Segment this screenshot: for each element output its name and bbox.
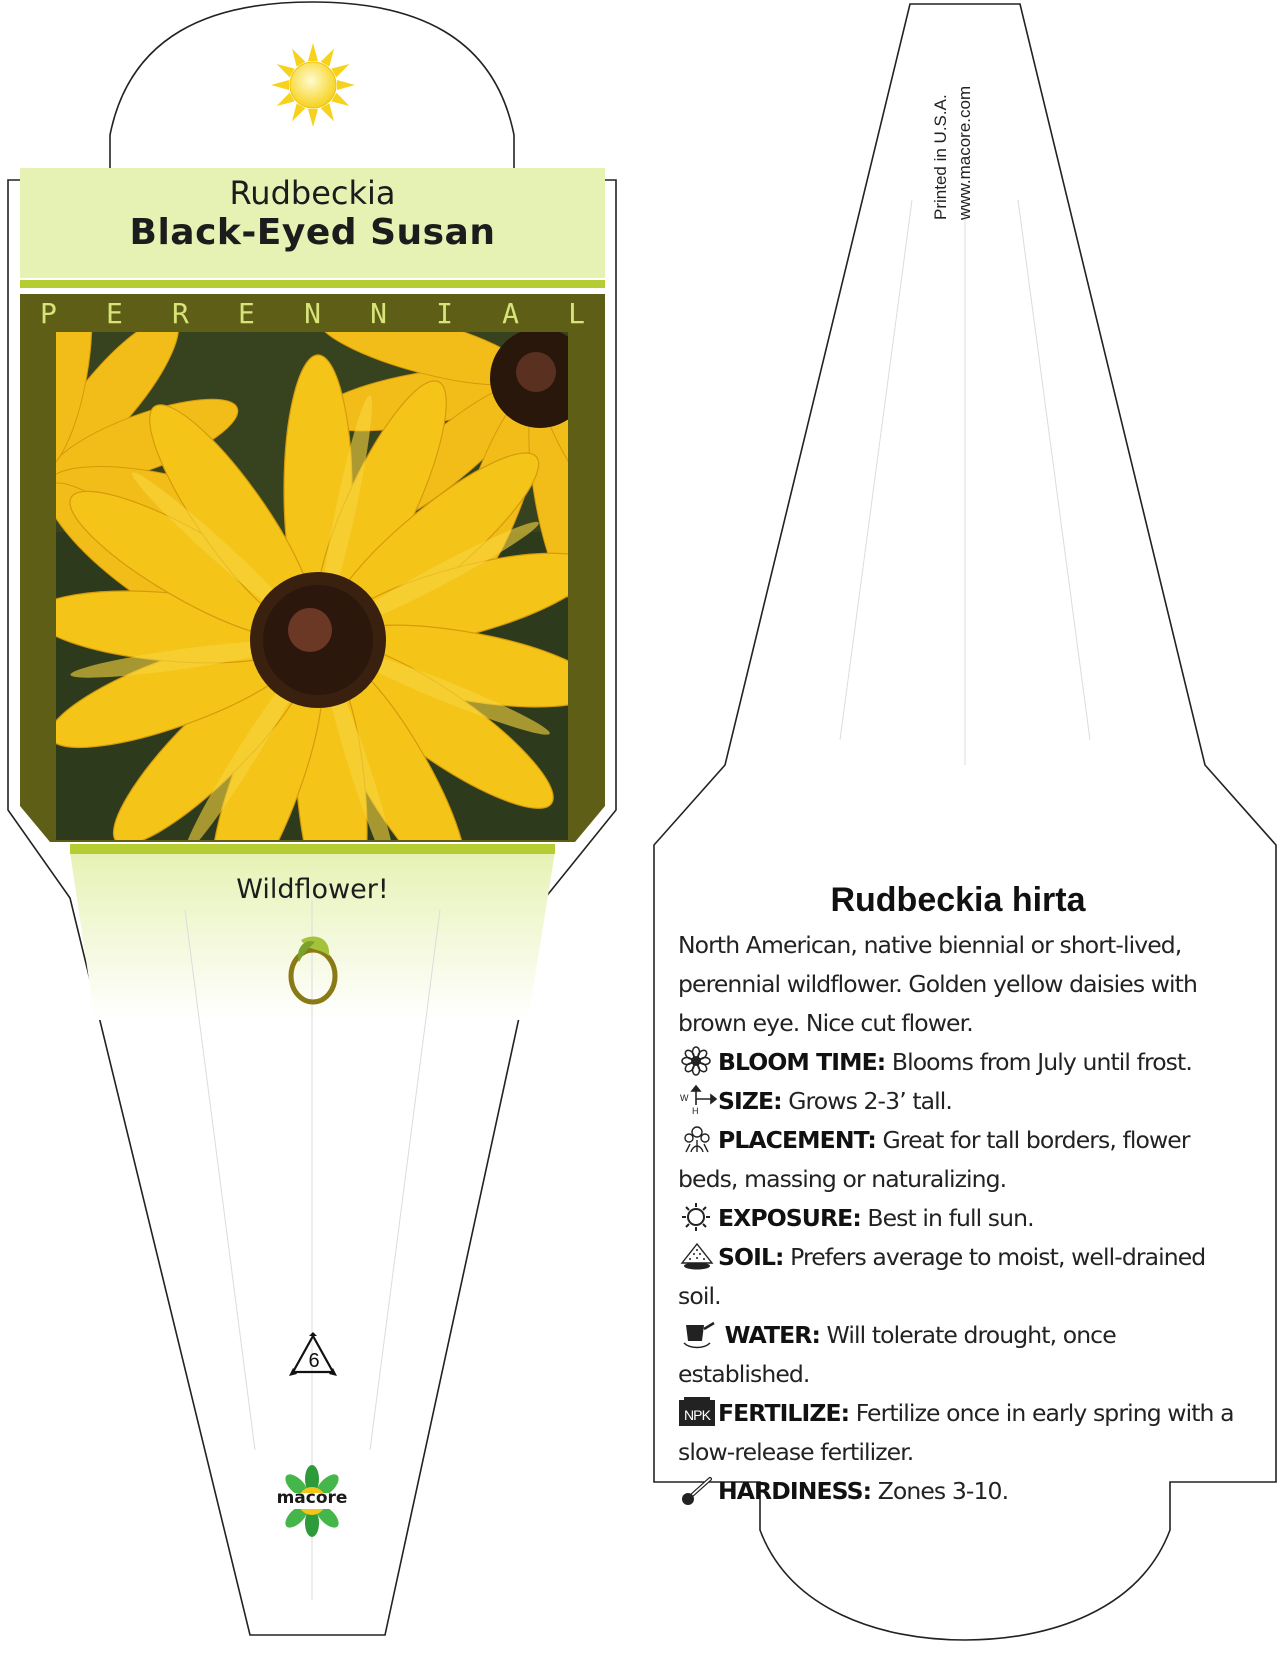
care-label: BLOOM TIME: — [718, 1048, 886, 1076]
flower-icon — [678, 1046, 718, 1076]
plant-description: North American, native biennial or short-lived, perennial wildflower. Golden yellow daisies with brown eye. Nice cut flower. — [678, 931, 1197, 1037]
category-letter: E — [238, 297, 255, 330]
care-text: Zones 3-10. — [871, 1477, 1009, 1505]
website-text: www.macore.com — [955, 85, 974, 220]
botanical-name: Rudbeckia hirta — [830, 881, 1086, 919]
category-letter: R — [172, 297, 189, 330]
care-fertilize — [678, 1394, 1238, 1472]
category-letter: I — [436, 297, 453, 330]
soil-icon — [678, 1241, 718, 1271]
category-letter: L — [568, 297, 585, 330]
care-text: Fertilize once in early spring with a slow-release fertilizer. — [678, 1399, 1234, 1466]
care-label: PLACEMENT: — [718, 1126, 876, 1154]
care-water — [678, 1316, 1238, 1394]
variety-name: Black-Eyed Susan — [129, 212, 496, 253]
care-placement — [678, 1121, 1238, 1199]
category-letter: E — [106, 297, 123, 330]
care-hardiness — [678, 1472, 1238, 1511]
svg-text:W: W — [680, 1093, 688, 1103]
npk-text: NPK — [683, 1407, 711, 1423]
care-label: EXPOSURE: — [718, 1204, 861, 1232]
category-letter: N — [304, 297, 321, 330]
front-subtitle: Wildflower! — [236, 874, 389, 905]
brand-name: macore — [276, 1488, 348, 1508]
care-text: Great for tall borders, flower beds, massing or naturalizing. — [678, 1126, 1190, 1193]
recycle-number: 6 — [308, 1350, 320, 1372]
care-size — [678, 1082, 1238, 1121]
svg-text:H: H — [692, 1106, 698, 1115]
care-text: Best in full sun. — [860, 1204, 1034, 1232]
care-text: Will tolerate drought, once established. — [678, 1321, 1116, 1388]
care-text: Prefers average to moist, well-drained soil. — [678, 1243, 1206, 1310]
care-label: FERTILIZE: — [718, 1399, 850, 1427]
care-label: WATER: — [724, 1321, 820, 1349]
care-bloom-time — [678, 1043, 1238, 1082]
category-letter: N — [370, 297, 387, 330]
care-text: Grows 2-3’ tall. — [781, 1087, 952, 1115]
sun-icon — [678, 1202, 718, 1232]
care-info — [678, 880, 1238, 1511]
category-letter: P — [40, 297, 57, 330]
care-exposure — [678, 1199, 1238, 1238]
printed-in-text: Printed in U.S.A. — [931, 94, 950, 220]
placement-flowers-icon — [678, 1124, 718, 1154]
size-arrows-icon — [678, 1085, 718, 1115]
common-name: Rudbeckia — [229, 174, 396, 212]
thermometer-icon — [678, 1475, 718, 1505]
care-label: SOIL: — [718, 1243, 784, 1271]
care-soil — [678, 1238, 1238, 1316]
npk-icon — [678, 1397, 718, 1427]
print-info — [925, 50, 985, 220]
care-label: HARDINESS: — [718, 1477, 872, 1505]
watering-can-icon — [678, 1319, 718, 1349]
care-text: Blooms from July until frost. — [885, 1048, 1192, 1076]
category-letter: A — [502, 297, 519, 330]
care-label: SIZE: — [718, 1087, 782, 1115]
